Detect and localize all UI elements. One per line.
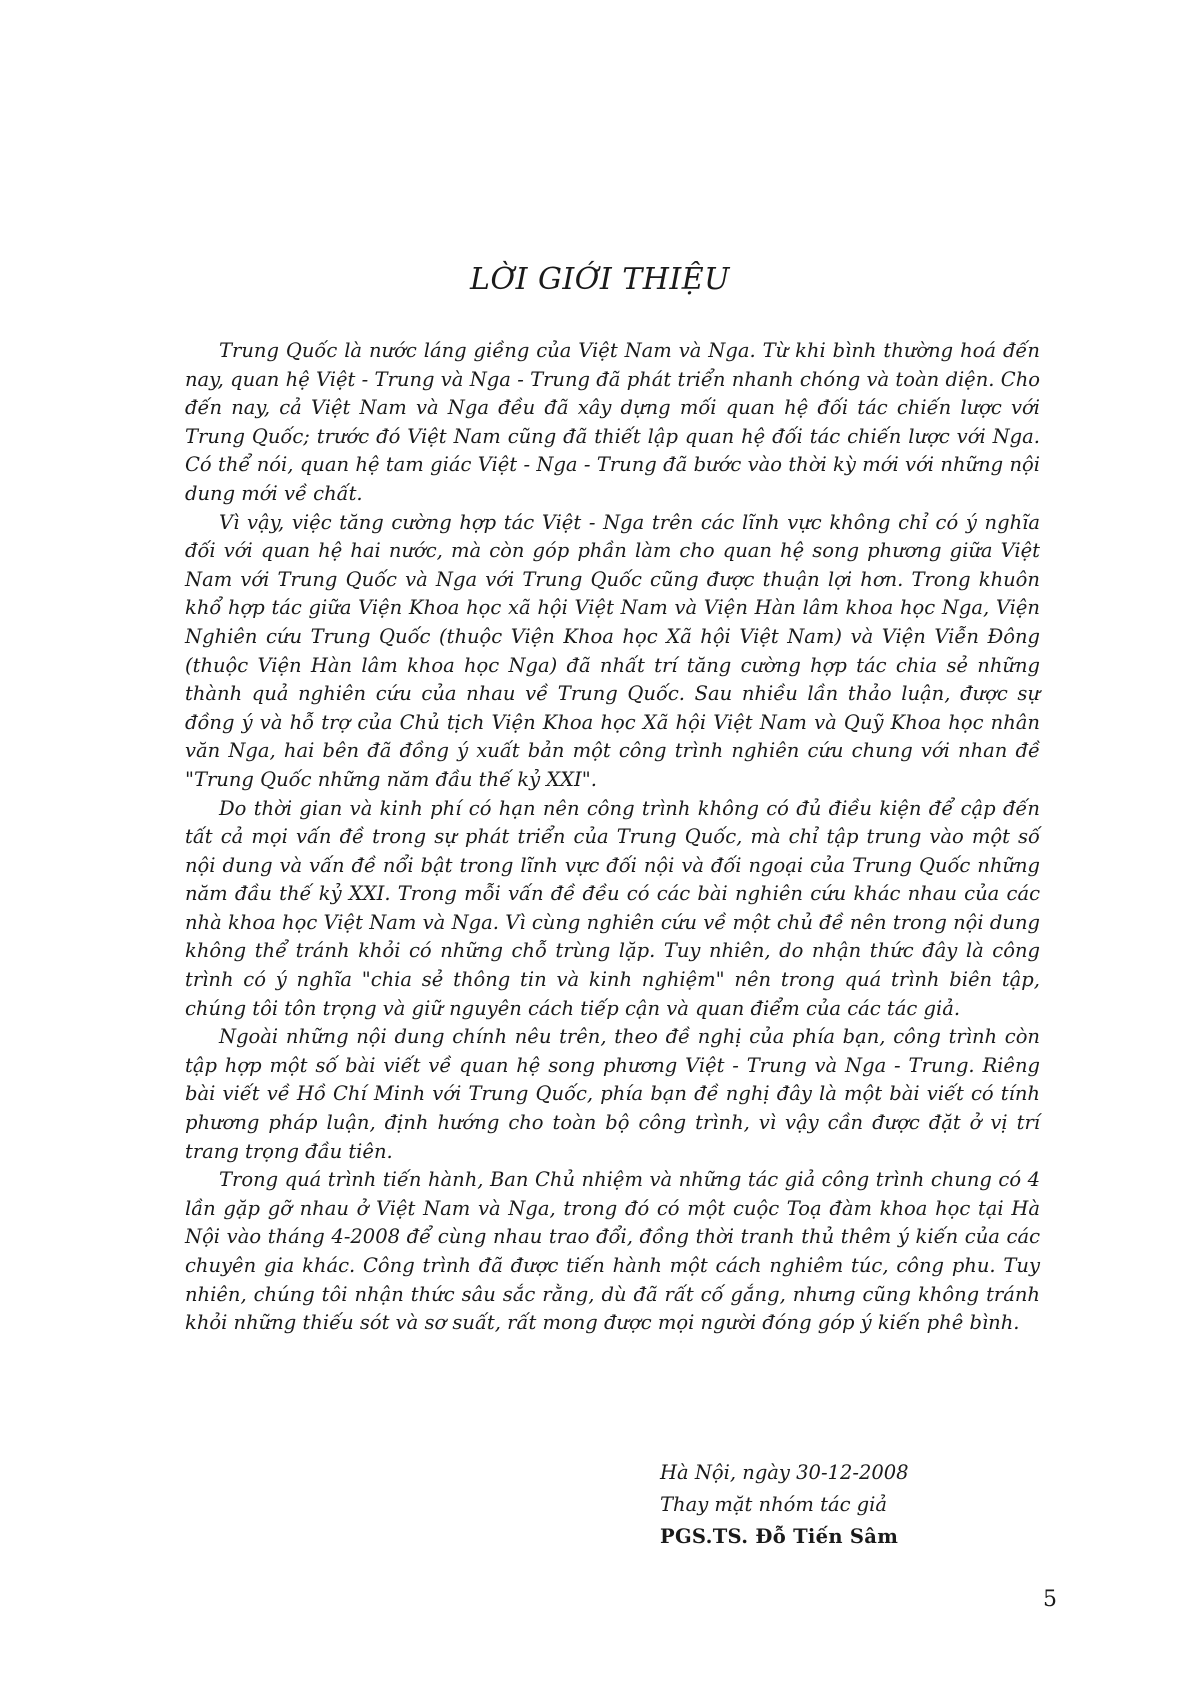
body-text	[185, 337, 1040, 1338]
page-title: LỜI GIỚI THIỆU	[470, 262, 730, 297]
paragraph-2: Vì vậy, việc tăng cường hợp tác Việt - Nga trên các lĩnh vực không chỉ có ý nghĩa đối với quan hệ hai nước, mà còn góp phần làm cho quan hệ song phương giữa Việt Nam với Trung Quốc và Nga với Trung Quốc cũng được thuận lợi hơn. Trong khuôn khổ hợp tác giữa Viện Khoa học xã hội Việt Nam và Viện Hàn lâm khoa học Nga, Viện Nghiên cứu Trung Quốc (thuộc Viện Khoa học Xã hội Việt Nam) và Viện Viễn Đông (thuộc Viện Hàn lâm khoa học Nga) đã nhất trí tăng cường hợp tác chia sẻ những thành quả nghiên cứu của nhau về Trung Quốc. Sau nhiều lần thảo luận, được sự đồng ý và hỗ trợ của Chủ tịch Viện Khoa học Xã hội Việt Nam và Quỹ Khoa học nhân văn Nga, hai bên đã đồng ý xuất bản một công trình nghiên cứu chung với nhan đề "Trung Quốc những năm đầu thế kỷ XXI".	[185, 510, 1040, 791]
signature-name: PGS.TS. Đỗ Tiến Sâm	[660, 1525, 899, 1548]
signature-place-date: Hà Nội, ngày 30-12-2008	[660, 1461, 909, 1484]
page-number: 5	[1043, 1587, 1057, 1612]
signature-role: Thay mặt nhóm tác giả	[660, 1493, 888, 1516]
paragraph-4: Ngoài những nội dung chính nêu trên, theo đề nghị của phía bạn, công trình còn tập hợp một số bài viết về quan hệ song phương Việt - Trung và Nga - Trung. Riêng bài viết về Hồ Chí Minh với Trung Quốc, phía bạn đề nghị đây là một bài viết có tính phương pháp luận, định hướng cho toàn bộ công trình, vì vậy cần được đặt ở vị trí trang trọng đầu tiên.	[185, 1025, 1040, 1163]
paragraph-5: Trong quá trình tiến hành, Ban Chủ nhiệm và những tác giả công trình chung có 4 lần gặp gỡ nhau ở Việt Nam và Nga, trong đó có một cuộc Toạ đàm khoa học tại Hà Nội vào tháng 4-2008 để cùng nhau trao đổi, đồng thời tranh thủ thêm ý kiến của các chuyên gia khác. Công trình đã được tiến hành một cách nghiêm túc, công phu. Tuy nhiên, chúng tôi nhận thức sâu sắc rằng, dù đã rất cố gắng, nhưng cũng không tránh khỏi những thiếu sót và sơ suất, rất mong được mọi người đóng góp ý kiến phê bình.	[185, 1168, 1040, 1335]
paragraph-1: Trung Quốc là nước láng giềng của Việt Nam và Nga. Từ khi bình thường hoá đến nay, quan hệ Việt - Trung và Nga - Trung đã phát triển nhanh chóng và toàn diện. Cho đến nay, cả Việt Nam và Nga đều đã xây dựng mối quan hệ đối tác chiến lược với Trung Quốc; trước đó Việt Nam cũng đã thiết lập quan hệ đối tác chiến lược với Nga. Có thể nói, quan hệ tam giác Việt - Nga - Trung đã bước vào thời kỳ mới với những nội dung mới về chất.	[185, 339, 1040, 505]
signature-block	[660, 1457, 909, 1553]
paragraph-3: Do thời gian và kinh phí có hạn nên công trình không có đủ điều kiện để cập đến tất cả mọi vấn đề trong sự phát triển của Trung Quốc, mà chỉ tập trung vào một số nội dung và vấn đề nổi bật trong lĩnh vực đối nội và đối ngoại của Trung Quốc những năm đầu thế kỷ XXI. Trong mỗi vấn đề đều có các bài nghiên cứu khác nhau của các nhà khoa học Việt Nam và Nga. Vì cùng nghiên cứu về một chủ đề nên trong nội dung không thể tránh khỏi có những chỗ trùng lặp. Tuy nhiên, do nhận thức đây là công trình có ý nghĩa "chia sẻ thông tin và kinh nghiệm" nên trong quá trình biên tập, chúng tôi tôn trọng và giữ nguyên cách tiếp cận và quan điểm của các tác giả.	[185, 796, 1040, 1020]
